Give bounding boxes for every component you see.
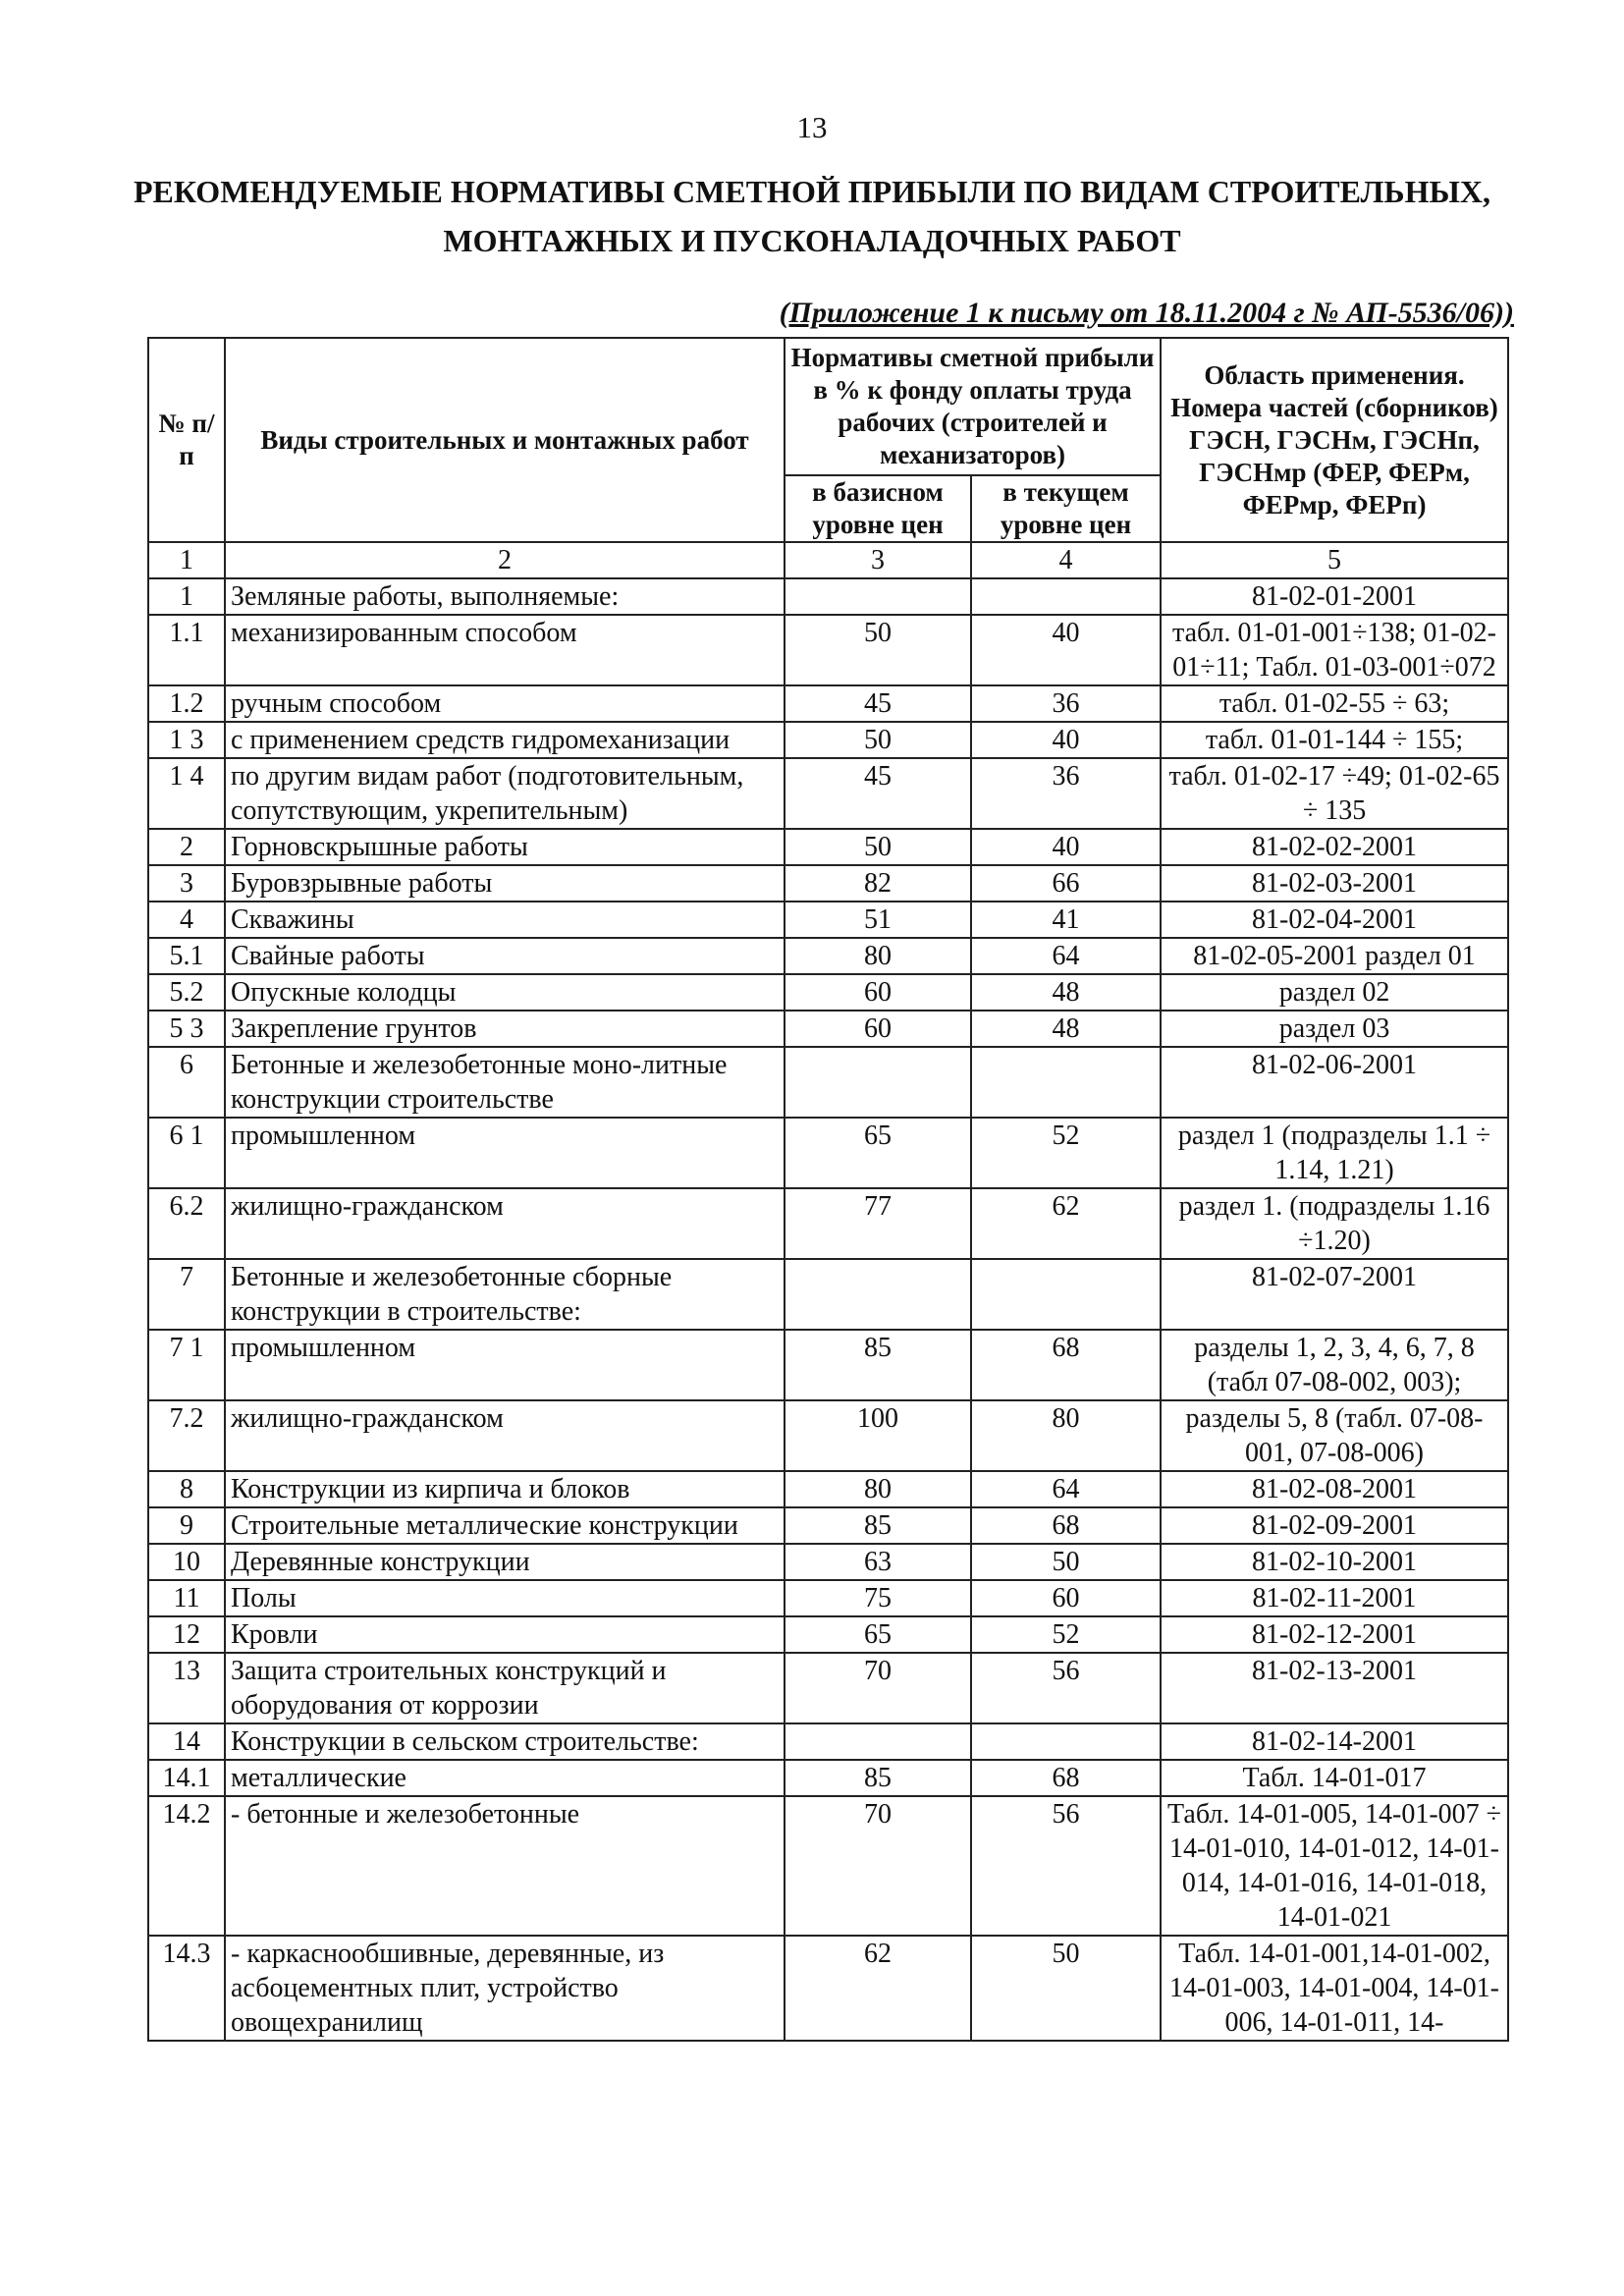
current-price-norm-cell: 40 xyxy=(971,722,1161,758)
base-price-norm-cell: 60 xyxy=(785,1011,971,1047)
table-row xyxy=(148,1188,1508,1259)
scope-cell: 81-02-05-2001 раздел 01 xyxy=(1161,938,1508,974)
scope-cell: 81-02-09-2001 xyxy=(1161,1507,1508,1544)
scope-cell: Табл. 14-01-005, 14-01-007 ÷ 14-01-010, 14-01-012, 14-01-014, 14-01-016, 14-01-018, 14-01-021 xyxy=(1161,1796,1508,1936)
scope-cell: 81-02-07-2001 xyxy=(1161,1259,1508,1330)
work-type-cell: ручным способом xyxy=(225,685,785,722)
base-price-norm-cell: 60 xyxy=(785,974,971,1011)
base-price-norm-cell: 45 xyxy=(785,685,971,722)
base-price-norm-cell: 70 xyxy=(785,1653,971,1723)
header-base-prices: в базисном уровне цен xyxy=(785,475,971,542)
table-row xyxy=(148,722,1508,758)
row-number-cell: 6.2 xyxy=(148,1188,225,1259)
scope-cell: 81-02-11-2001 xyxy=(1161,1580,1508,1616)
row-number-cell: 14.2 xyxy=(148,1796,225,1936)
table-row xyxy=(148,1580,1508,1616)
scope-cell: разделы 1, 2, 3, 4, 6, 7, 8 (табл 07-08-002, 003); xyxy=(1161,1330,1508,1400)
work-type-cell: жилищно-гражданском xyxy=(225,1188,785,1259)
work-type-cell: Полы xyxy=(225,1580,785,1616)
work-type-cell: механизированным способом xyxy=(225,615,785,685)
base-price-norm-cell: 75 xyxy=(785,1580,971,1616)
base-price-norm-cell: 62 xyxy=(785,1936,971,2041)
work-type-cell: Бетонные и железобетонные моно-литные конструкции строительстве xyxy=(225,1047,785,1118)
scope-cell: раздел 1. (подразделы 1.16 ÷1.20) xyxy=(1161,1188,1508,1259)
work-type-cell: металлические xyxy=(225,1760,785,1796)
header-scope: Область применения. Номера частей (сборников) ГЭСН, ГЭСНм, ГЭСНп, ГЭСНмр (ФЕР, ФЕРм, ФЕРмр, ФЕРп) xyxy=(1161,338,1508,542)
work-type-cell: Защита строительных конструкций и оборудования от коррозии xyxy=(225,1653,785,1723)
base-price-norm-cell: 77 xyxy=(785,1188,971,1259)
header-norms: Нормативы сметной прибыли в % к фонду оплаты труда рабочих (строителей и механизаторов) xyxy=(785,338,1161,475)
work-type-cell: Горновскрышные работы xyxy=(225,829,785,865)
scope-cell: табл. 01-01-001÷138; 01-02-01÷11; Табл. 01-03-001÷072 xyxy=(1161,615,1508,685)
scope-cell: 81-02-01-2001 xyxy=(1161,578,1508,615)
base-price-norm-cell: 85 xyxy=(785,1507,971,1544)
current-price-norm-cell: 48 xyxy=(971,1011,1161,1047)
current-price-norm-cell xyxy=(971,1723,1161,1760)
column-numbers-row xyxy=(148,542,1508,578)
scope-cell: 81-02-08-2001 xyxy=(1161,1471,1508,1507)
row-number-cell: 1.2 xyxy=(148,685,225,722)
work-type-cell: жилищно-гражданском xyxy=(225,1400,785,1471)
scope-cell: табл. 01-02-55 ÷ 63; xyxy=(1161,685,1508,722)
scope-cell: раздел 1 (подразделы 1.1 ÷ 1.14, 1.21) xyxy=(1161,1118,1508,1188)
work-type-cell: Земляные работы, выполняемые: xyxy=(225,578,785,615)
table-row xyxy=(148,685,1508,722)
scope-cell: 81-02-12-2001 xyxy=(1161,1616,1508,1653)
base-price-norm-cell: 45 xyxy=(785,758,971,829)
row-number-cell: 7.2 xyxy=(148,1400,225,1471)
table-row xyxy=(148,1047,1508,1118)
current-price-norm-cell: 36 xyxy=(971,685,1161,722)
scope-cell: Табл. 14-01-017 xyxy=(1161,1760,1508,1796)
row-number-cell: 13 xyxy=(148,1653,225,1723)
scope-cell: 81-02-04-2001 xyxy=(1161,902,1508,938)
base-price-norm-cell xyxy=(785,1047,971,1118)
work-type-cell: промышленном xyxy=(225,1330,785,1400)
row-number-cell: 7 xyxy=(148,1259,225,1330)
work-type-cell: Бетонные и железобетонные сборные конструкции в строительстве: xyxy=(225,1259,785,1330)
base-price-norm-cell: 50 xyxy=(785,615,971,685)
base-price-norm-cell xyxy=(785,1723,971,1760)
table-header xyxy=(148,338,1508,542)
row-number-cell: 14.3 xyxy=(148,1936,225,2041)
base-price-norm-cell: 82 xyxy=(785,865,971,902)
current-price-norm-cell: 40 xyxy=(971,615,1161,685)
current-price-norm-cell: 56 xyxy=(971,1653,1161,1723)
scope-cell: 81-02-02-2001 xyxy=(1161,829,1508,865)
document-title xyxy=(0,167,1624,265)
work-type-cell: Конструкции в сельском строительстве: xyxy=(225,1723,785,1760)
table-row xyxy=(148,1400,1508,1471)
scope-cell: табл. 01-02-17 ÷49; 01-02-65 ÷ 135 xyxy=(1161,758,1508,829)
row-number-cell: 14 xyxy=(148,1723,225,1760)
row-number-cell: 11 xyxy=(148,1580,225,1616)
page-number: 13 xyxy=(796,110,828,144)
row-number-cell: 14.1 xyxy=(148,1760,225,1796)
table-row xyxy=(148,1796,1508,1936)
work-type-cell: - каркаснообшивные, деревянные, из асбоцементных плит, устройство овощехранилищ xyxy=(225,1936,785,2041)
work-type-cell: Строительные металлические конструкции xyxy=(225,1507,785,1544)
current-price-norm-cell xyxy=(971,1259,1161,1330)
header-work-types: Виды строительных и монтажных работ xyxy=(225,338,785,542)
current-price-norm-cell: 68 xyxy=(971,1760,1161,1796)
current-price-norm-cell: 64 xyxy=(971,1471,1161,1507)
row-number-cell: 6 xyxy=(148,1047,225,1118)
work-type-cell: по другим видам работ (подготовительным, сопутствующим, укрепительным) xyxy=(225,758,785,829)
table-row xyxy=(148,615,1508,685)
table-row xyxy=(148,578,1508,615)
scope-cell: разделы 5, 8 (табл. 07-08-001, 07-08-006) xyxy=(1161,1400,1508,1471)
current-price-norm-cell xyxy=(971,578,1161,615)
column-number: 4 xyxy=(971,542,1161,578)
row-number-cell: 7 1 xyxy=(148,1330,225,1400)
current-price-norm-cell: 68 xyxy=(971,1507,1161,1544)
row-number-cell: 4 xyxy=(148,902,225,938)
current-price-norm-cell: 62 xyxy=(971,1188,1161,1259)
current-price-norm-cell: 50 xyxy=(971,1544,1161,1580)
base-price-norm-cell: 65 xyxy=(785,1118,971,1188)
current-price-norm-cell: 68 xyxy=(971,1330,1161,1400)
scope-cell: 81-02-13-2001 xyxy=(1161,1653,1508,1723)
scope-cell: 81-02-06-2001 xyxy=(1161,1047,1508,1118)
row-number-cell: 1 xyxy=(148,578,225,615)
row-number-cell: 6 1 xyxy=(148,1118,225,1188)
row-number-cell: 8 xyxy=(148,1471,225,1507)
base-price-norm-cell: 50 xyxy=(785,722,971,758)
base-price-norm-cell: 85 xyxy=(785,1760,971,1796)
table-body xyxy=(148,542,1508,2041)
row-number-cell: 9 xyxy=(148,1507,225,1544)
title-line-1: РЕКОМЕНДУЕМЫЕ НОРМАТИВЫ СМЕТНОЙ ПРИБЫЛИ ПО ВИДАМ СТРОИТЕЛЬНЫХ, xyxy=(134,174,1490,209)
table-row xyxy=(148,865,1508,902)
table-row xyxy=(148,758,1508,829)
row-number-cell: 3 xyxy=(148,865,225,902)
table-row xyxy=(148,938,1508,974)
current-price-norm-cell: 60 xyxy=(971,1580,1161,1616)
base-price-norm-cell: 100 xyxy=(785,1400,971,1471)
table-row xyxy=(148,974,1508,1011)
column-number: 3 xyxy=(785,542,971,578)
current-price-norm-cell: 52 xyxy=(971,1118,1161,1188)
work-type-cell: Свайные работы xyxy=(225,938,785,974)
scope-cell: 81-02-03-2001 xyxy=(1161,865,1508,902)
scope-cell: табл. 01-01-144 ÷ 155; xyxy=(1161,722,1508,758)
work-type-cell: - бетонные и железобетонные xyxy=(225,1796,785,1936)
current-price-norm-cell: 56 xyxy=(971,1796,1161,1936)
column-number: 1 xyxy=(148,542,225,578)
row-number-cell: 2 xyxy=(148,829,225,865)
scope-cell: раздел 02 xyxy=(1161,974,1508,1011)
current-price-norm-cell: 41 xyxy=(971,902,1161,938)
scope-cell: Табл. 14-01-001,14-01-002, 14-01-003, 14-01-004, 14-01-006, 14-01-011, 14- xyxy=(1161,1936,1508,2041)
column-number: 2 xyxy=(225,542,785,578)
table-row xyxy=(148,1507,1508,1544)
base-price-norm-cell xyxy=(785,1259,971,1330)
row-number-cell: 1 4 xyxy=(148,758,225,829)
title-line-2: МОНТАЖНЫХ И ПУСКОНАЛАДОЧНЫХ РАБОТ xyxy=(443,223,1181,258)
appendix-reference: (Приложение 1 к письму от 18.11.2004 г № АП-5536/06)) xyxy=(779,297,1514,329)
scope-cell: раздел 03 xyxy=(1161,1011,1508,1047)
base-price-norm-cell: 65 xyxy=(785,1616,971,1653)
scope-cell: 81-02-10-2001 xyxy=(1161,1544,1508,1580)
row-number-cell: 1 3 xyxy=(148,722,225,758)
table-row xyxy=(148,1616,1508,1653)
current-price-norm-cell: 40 xyxy=(971,829,1161,865)
column-number: 5 xyxy=(1161,542,1508,578)
row-number-cell: 5.2 xyxy=(148,974,225,1011)
base-price-norm-cell: 80 xyxy=(785,938,971,974)
header-current-prices: в текущем уровне цен xyxy=(971,475,1161,542)
table-row xyxy=(148,1653,1508,1723)
current-price-norm-cell: 52 xyxy=(971,1616,1161,1653)
current-price-norm-cell: 48 xyxy=(971,974,1161,1011)
current-price-norm-cell: 50 xyxy=(971,1936,1161,2041)
profit-norms-table xyxy=(147,337,1509,2042)
work-type-cell: Скважины xyxy=(225,902,785,938)
base-price-norm-cell: 50 xyxy=(785,829,971,865)
base-price-norm-cell: 70 xyxy=(785,1796,971,1936)
table-row xyxy=(148,1723,1508,1760)
table-row xyxy=(148,1936,1508,2041)
work-type-cell: Буровзрывные работы xyxy=(225,865,785,902)
work-type-cell: Кровли xyxy=(225,1616,785,1653)
base-price-norm-cell: 80 xyxy=(785,1471,971,1507)
work-type-cell: Деревянные конструкции xyxy=(225,1544,785,1580)
base-price-norm-cell: 63 xyxy=(785,1544,971,1580)
table-row xyxy=(148,1760,1508,1796)
row-number-cell: 1.1 xyxy=(148,615,225,685)
current-price-norm-cell xyxy=(971,1047,1161,1118)
row-number-cell: 10 xyxy=(148,1544,225,1580)
header-num: № п/п xyxy=(148,338,225,542)
row-number-cell: 5 3 xyxy=(148,1011,225,1047)
row-number-cell: 12 xyxy=(148,1616,225,1653)
table-row xyxy=(148,1011,1508,1047)
current-price-norm-cell: 36 xyxy=(971,758,1161,829)
work-type-cell: Закрепление грунтов xyxy=(225,1011,785,1047)
work-type-cell: Опускные колодцы xyxy=(225,974,785,1011)
work-type-cell: Конструкции из кирпича и блоков xyxy=(225,1471,785,1507)
work-type-cell: промышленном xyxy=(225,1118,785,1188)
table-row xyxy=(148,1259,1508,1330)
base-price-norm-cell: 51 xyxy=(785,902,971,938)
base-price-norm-cell xyxy=(785,578,971,615)
base-price-norm-cell: 85 xyxy=(785,1330,971,1400)
row-number-cell: 5.1 xyxy=(148,938,225,974)
table-row xyxy=(148,829,1508,865)
table-row xyxy=(148,1118,1508,1188)
scope-cell: 81-02-14-2001 xyxy=(1161,1723,1508,1760)
table-row xyxy=(148,1471,1508,1507)
table-row xyxy=(148,902,1508,938)
table-row xyxy=(148,1544,1508,1580)
current-price-norm-cell: 66 xyxy=(971,865,1161,902)
work-type-cell: с применением средств гидромеханизации xyxy=(225,722,785,758)
table-row xyxy=(148,1330,1508,1400)
current-price-norm-cell: 64 xyxy=(971,938,1161,974)
current-price-norm-cell: 80 xyxy=(971,1400,1161,1471)
